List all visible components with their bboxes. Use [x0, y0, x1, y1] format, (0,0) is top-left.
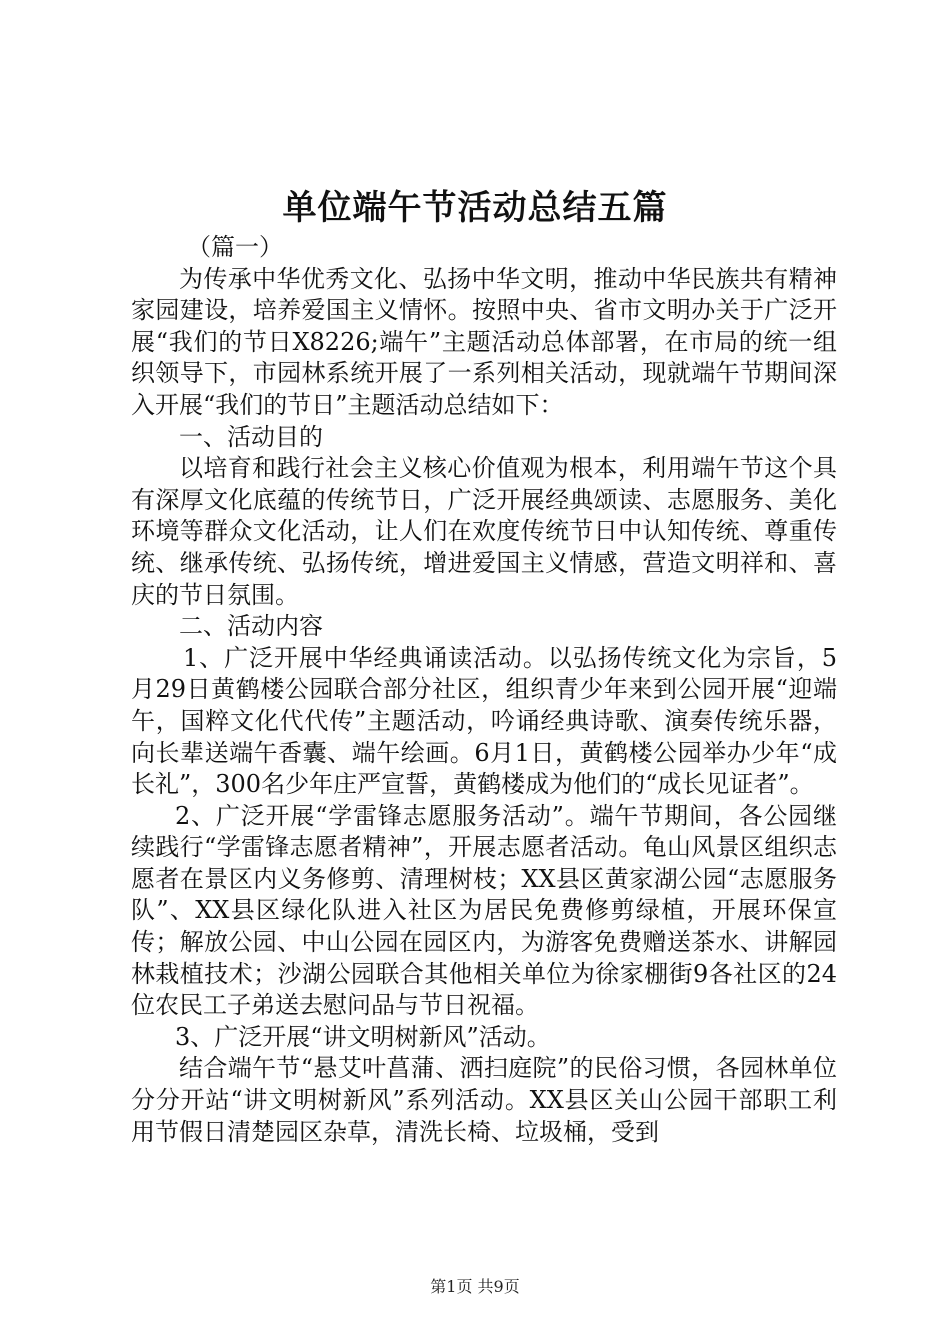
section-label: （篇一）: [187, 233, 283, 261]
paragraph-item-3: 结合端午节“悬艾叶菖蒲、洒扫庭院”的民俗习惯，各园林单位分分开站“讲文明树新风”系列活动。XX县区关山公园干部职工利用节假日清楚园区杂草，清洗长椅、垃圾桶，受到: [131, 1054, 837, 1146]
document-body: [131, 232, 837, 1148]
paragraph-item-3-heading: 3、广泛开展“讲文明树新风”活动。: [175, 1022, 551, 1051]
heading-purpose: 一、活动目的: [179, 422, 323, 451]
paragraph-intro: 为传承中华优秀文化、弘扬中华文明，推动中华民族共有精神家园建设，培养爱国主义情怀。按照中央、省市文明办关于广泛开展“我们的节日X8226;端午”主题活动总体部署，在市局的统一组织领导下，市园林系统开展了一系列相关活动，现就端午节期间深入开展“我们的节日”主题活动总结如下：: [131, 264, 837, 419]
page-footer: 第1页 共9页: [430, 1277, 520, 1296]
document-title: 单位端午节活动总结五篇: [282, 188, 668, 228]
paragraph-item-2: 2、广泛开展“学雷锋志愿服务活动”。端午节期间，各公园继续践行“学雷锋志愿者精神”，开展志愿者活动。龟山风景区组织志愿者在景区内义务修剪、清理树枝；XX县区黄家湖公园“志愿服务队”、XX县区绿化队进入社区为居民免费修剪绿植，开展环保宣传；解放公园、中山公园在园区内，为游客免费赠送茶水、讲解园林栽植技术；沙湖公园联合其他相关单位为徐家棚街9各社区的24位农民工子弟送去慰问品与节日祝福。: [131, 801, 837, 1020]
paragraph-purpose: 以培育和践行社会主义核心价值观为根本，利用端午节这个具有深厚文化底蕴的传统节日，广泛开展经典颂读、志愿服务、美化环境等群众文化活动，让人们在欢度传统节日中认知传统、尊重传统、继承传统、弘扬传统，增进爱国主义情感，营造文明祥和、喜庆的节日氛围。: [131, 454, 837, 609]
heading-content: 二、活动内容: [179, 612, 323, 641]
paragraph-item-1: 1、广泛开展中华经典诵读活动。以弘扬传统文化为宗旨，5月29日黄鹤楼公园联合部分社区，组织青少年来到公园开展“迎端午，国粹文化代代传”主题活动，吟诵经典诗歌、演奏传统乐器，向长辈送端午香囊、端午绘画。6月1日，黄鹤楼公园举办少年“成长礼”，300名少年庄严宣誓，黄鹤楼成为他们的“成长见证者”。: [131, 643, 837, 799]
